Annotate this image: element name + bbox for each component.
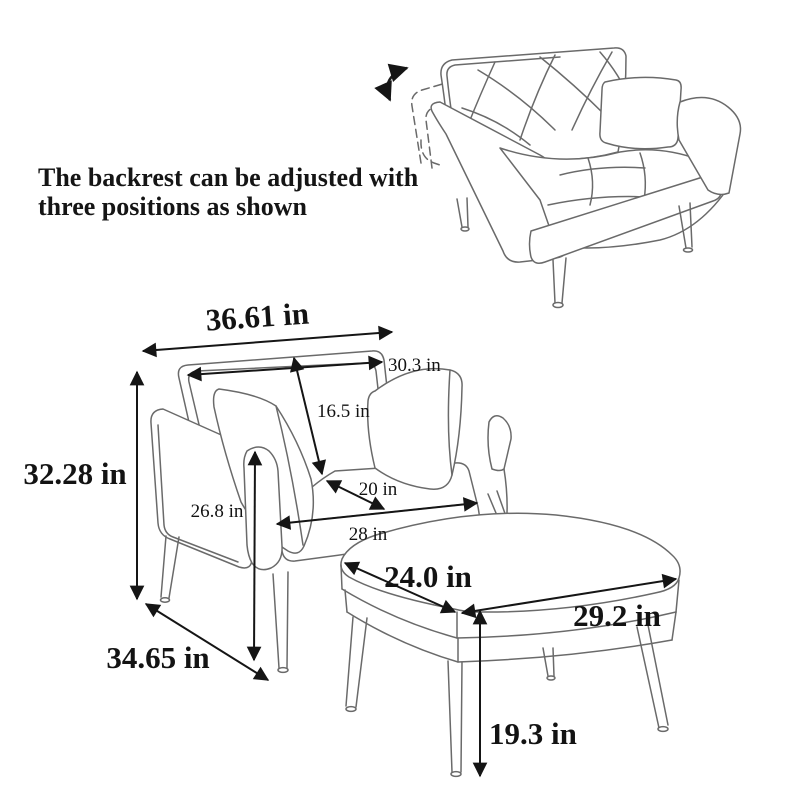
ottoman-legs: [346, 617, 668, 776]
chair-armrest-front: [244, 447, 282, 570]
ottoman-height-label: 19.3 in: [489, 716, 577, 751]
chair-right-arm: [488, 416, 511, 471]
sofa-pillow: [600, 77, 681, 148]
arm-height-arrow: [254, 452, 255, 660]
dim-overall-width: [143, 295, 392, 351]
adjustable-backrest-sketch: [387, 48, 740, 308]
backrest-note-line1: The backrest can be adjusted with: [38, 163, 419, 192]
dim-overall-height: [23, 372, 137, 599]
overall-height-label: 32.28 in: [23, 456, 127, 491]
backrest-width-arrow: [188, 362, 382, 375]
backrest-rotation-arrow-icon: [387, 68, 407, 100]
seat-width-label: 28 in: [348, 524, 388, 545]
overall-width-label: 36.61 in: [204, 295, 311, 338]
seat-depth-label: 20 in: [358, 479, 398, 500]
dim-overall-depth: [106, 604, 268, 680]
overall-width-arrow: [143, 332, 392, 351]
overall-depth-label: 34.65 in: [106, 640, 210, 675]
arm-height-label: 26.8 in: [190, 501, 244, 522]
backrest-height-label: 16.5 in: [317, 401, 370, 422]
dim-backrest-height: [294, 358, 370, 474]
dim-ottoman-height: [480, 611, 577, 776]
ottoman-depth-label: 24.0 in: [384, 559, 472, 594]
backrest-note-line2: three positions as shown: [38, 192, 307, 221]
backrest-width-label: 30.3 in: [388, 355, 441, 376]
ottoman-width-label: 29.2 in: [573, 598, 661, 633]
